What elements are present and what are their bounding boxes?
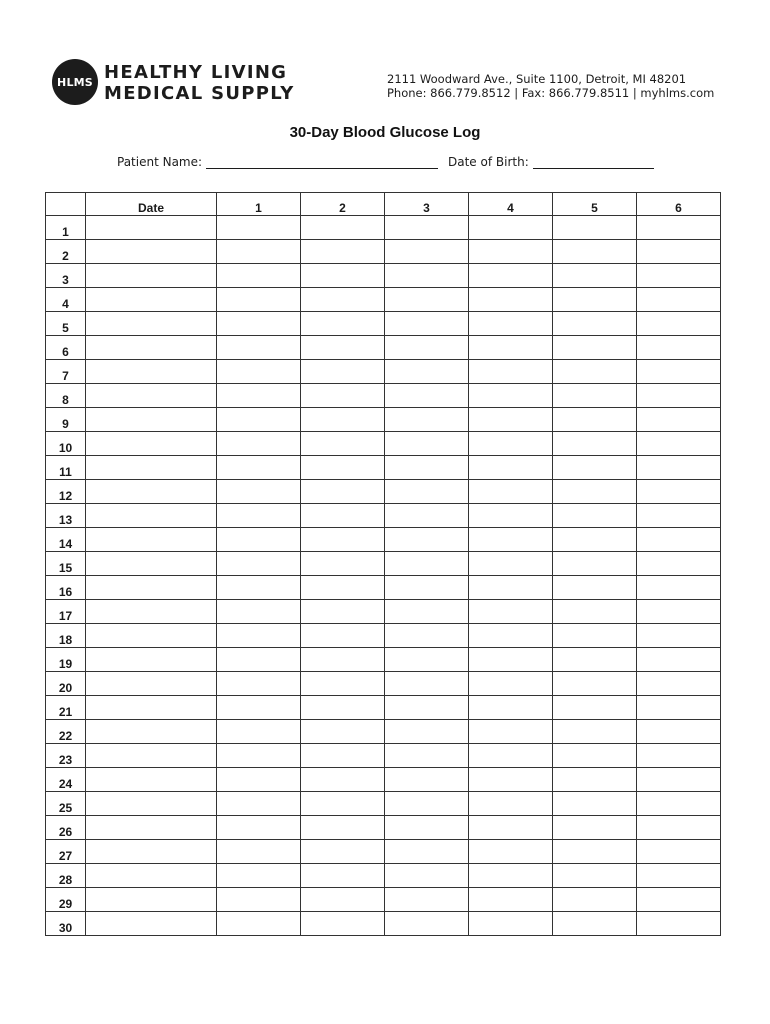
reading-cell[interactable] <box>637 504 721 528</box>
reading-cell[interactable] <box>301 408 385 432</box>
row-number: 16 <box>46 576 86 600</box>
reading-cell[interactable] <box>553 840 637 864</box>
reading-cell[interactable] <box>385 240 469 264</box>
reading-cell[interactable] <box>637 264 721 288</box>
reading-cell[interactable] <box>301 912 385 936</box>
table-body <box>46 216 721 936</box>
reading-cell[interactable] <box>553 888 637 912</box>
reading-cell[interactable] <box>217 336 301 360</box>
reading-cell[interactable] <box>469 264 553 288</box>
reading-cell[interactable] <box>637 624 721 648</box>
reading-cell[interactable] <box>553 576 637 600</box>
reading-cell[interactable] <box>301 528 385 552</box>
reading-cell[interactable] <box>301 720 385 744</box>
row-number: 17 <box>46 600 86 624</box>
date-cell[interactable] <box>86 240 217 264</box>
address-text: 2111 Woodward Ave., Suite 1100, Detroit, MI 48201 <box>387 72 687 86</box>
reading-cell[interactable] <box>217 912 301 936</box>
reading-cell[interactable] <box>301 312 385 336</box>
reading-cell[interactable] <box>385 792 469 816</box>
reading-cell[interactable] <box>553 384 637 408</box>
row-number: 15 <box>46 552 86 576</box>
date-cell[interactable] <box>86 720 217 744</box>
row-number: 7 <box>46 360 86 384</box>
reading-cell[interactable] <box>217 384 301 408</box>
table-row <box>46 216 721 240</box>
table-row <box>46 816 721 840</box>
date-cell[interactable] <box>86 888 217 912</box>
reading-cell[interactable] <box>217 768 301 792</box>
reading-cell[interactable] <box>385 360 469 384</box>
reading-cell[interactable] <box>553 336 637 360</box>
column-header: 4 <box>469 193 553 216</box>
reading-cell[interactable] <box>469 552 553 576</box>
page-title: 30-Day Blood Glucose Log <box>289 124 481 141</box>
reading-cell[interactable] <box>637 384 721 408</box>
reading-cell[interactable] <box>553 456 637 480</box>
table-row <box>46 288 721 312</box>
reading-cell[interactable] <box>217 888 301 912</box>
reading-cell[interactable] <box>637 696 721 720</box>
table-row <box>46 504 721 528</box>
date-cell[interactable] <box>86 504 217 528</box>
row-number: 5 <box>46 312 86 336</box>
reading-cell[interactable] <box>217 816 301 840</box>
table-row <box>46 624 721 648</box>
reading-cell[interactable] <box>217 360 301 384</box>
reading-cell[interactable] <box>637 744 721 768</box>
reading-cell[interactable] <box>385 528 469 552</box>
reading-cell[interactable] <box>637 552 721 576</box>
row-number: 6 <box>46 336 86 360</box>
reading-cell[interactable] <box>301 456 385 480</box>
reading-cell[interactable] <box>469 768 553 792</box>
reading-cell[interactable] <box>637 432 721 456</box>
reading-cell[interactable] <box>385 288 469 312</box>
row-number: 25 <box>46 792 86 816</box>
reading-cell[interactable] <box>553 600 637 624</box>
row-number: 27 <box>46 840 86 864</box>
reading-cell[interactable] <box>301 672 385 696</box>
reading-cell[interactable] <box>637 528 721 552</box>
table-row <box>46 576 721 600</box>
reading-cell[interactable] <box>301 624 385 648</box>
reading-cell[interactable] <box>217 720 301 744</box>
table-row <box>46 600 721 624</box>
reading-cell[interactable] <box>637 672 721 696</box>
table-row <box>46 240 721 264</box>
column-header: 5 <box>553 193 637 216</box>
reading-cell[interactable] <box>553 528 637 552</box>
reading-cell[interactable] <box>217 552 301 576</box>
reading-cell[interactable] <box>469 288 553 312</box>
reading-cell[interactable] <box>469 600 553 624</box>
contact-info <box>387 72 714 100</box>
reading-cell[interactable] <box>469 576 553 600</box>
column-header: Date <box>86 193 217 216</box>
reading-cell[interactable] <box>385 456 469 480</box>
reading-cell[interactable] <box>301 600 385 624</box>
row-number: 26 <box>46 816 86 840</box>
reading-cell[interactable] <box>301 552 385 576</box>
reading-cell[interactable] <box>385 576 469 600</box>
table-row <box>46 552 721 576</box>
table-row <box>46 744 721 768</box>
company-name <box>104 62 295 104</box>
reading-cell[interactable] <box>553 480 637 504</box>
reading-cell[interactable] <box>469 792 553 816</box>
reading-cell[interactable] <box>301 240 385 264</box>
date-cell[interactable] <box>86 480 217 504</box>
reading-cell[interactable] <box>217 504 301 528</box>
row-number: 18 <box>46 624 86 648</box>
reading-cell[interactable] <box>301 216 385 240</box>
date-cell[interactable] <box>86 600 217 624</box>
reading-cell[interactable] <box>469 504 553 528</box>
date-cell[interactable] <box>86 576 217 600</box>
row-number: 4 <box>46 288 86 312</box>
reading-cell[interactable] <box>637 576 721 600</box>
column-header: 3 <box>385 193 469 216</box>
row-number: 22 <box>46 720 86 744</box>
reading-cell[interactable] <box>217 576 301 600</box>
patient-name-label: Patient Name: <box>117 155 203 169</box>
reading-cell[interactable] <box>301 792 385 816</box>
table-header-row <box>46 193 721 216</box>
date-cell[interactable] <box>86 288 217 312</box>
reading-cell[interactable] <box>469 720 553 744</box>
table-row <box>46 840 721 864</box>
reading-cell[interactable] <box>217 312 301 336</box>
reading-cell[interactable] <box>469 384 553 408</box>
reading-cell[interactable] <box>217 864 301 888</box>
table-row <box>46 720 721 744</box>
reading-cell[interactable] <box>553 792 637 816</box>
reading-cell[interactable] <box>217 840 301 864</box>
reading-cell[interactable] <box>217 288 301 312</box>
table-row <box>46 768 721 792</box>
table-row <box>46 456 721 480</box>
table-row <box>46 336 721 360</box>
date-cell[interactable] <box>86 264 217 288</box>
reading-cell[interactable] <box>469 864 553 888</box>
row-number: 9 <box>46 408 86 432</box>
reading-cell[interactable] <box>553 264 637 288</box>
reading-cell[interactable] <box>301 648 385 672</box>
table-row <box>46 888 721 912</box>
reading-cell[interactable] <box>301 576 385 600</box>
reading-cell[interactable] <box>553 744 637 768</box>
row-number: 21 <box>46 696 86 720</box>
logo-initials: HLMS <box>57 75 93 89</box>
date-cell[interactable] <box>86 336 217 360</box>
table-row <box>46 384 721 408</box>
date-cell[interactable] <box>86 432 217 456</box>
date-cell[interactable] <box>86 312 217 336</box>
reading-cell[interactable] <box>637 408 721 432</box>
reading-cell[interactable] <box>553 408 637 432</box>
table-row <box>46 312 721 336</box>
reading-cell[interactable] <box>385 720 469 744</box>
reading-cell[interactable] <box>469 672 553 696</box>
reading-cell[interactable] <box>469 216 553 240</box>
reading-cell[interactable] <box>553 216 637 240</box>
reading-cell[interactable] <box>469 432 553 456</box>
reading-cell[interactable] <box>469 696 553 720</box>
reading-cell[interactable] <box>385 264 469 288</box>
reading-cell[interactable] <box>553 240 637 264</box>
reading-cell[interactable] <box>469 648 553 672</box>
reading-cell[interactable] <box>301 744 385 768</box>
patient-name-input-line[interactable] <box>206 155 438 169</box>
reading-cell[interactable] <box>385 552 469 576</box>
reading-cell[interactable] <box>469 816 553 840</box>
company-logo <box>52 59 98 105</box>
reading-cell[interactable] <box>637 648 721 672</box>
date-cell[interactable] <box>86 528 217 552</box>
date-cell[interactable] <box>86 360 217 384</box>
reading-cell[interactable] <box>217 480 301 504</box>
reading-cell[interactable] <box>385 408 469 432</box>
reading-cell[interactable] <box>385 888 469 912</box>
reading-cell[interactable] <box>553 912 637 936</box>
reading-cell[interactable] <box>217 264 301 288</box>
reading-cell[interactable] <box>553 720 637 744</box>
reading-cell[interactable] <box>217 408 301 432</box>
reading-cell[interactable] <box>469 312 553 336</box>
reading-cell[interactable] <box>553 360 637 384</box>
row-number: 23 <box>46 744 86 768</box>
patient-name-field <box>117 155 438 169</box>
reading-cell[interactable] <box>469 480 553 504</box>
date-cell[interactable] <box>86 792 217 816</box>
table-row <box>46 648 721 672</box>
reading-cell[interactable] <box>553 864 637 888</box>
reading-cell[interactable] <box>469 360 553 384</box>
reading-cell[interactable] <box>469 624 553 648</box>
reading-cell[interactable] <box>637 912 721 936</box>
reading-cell[interactable] <box>301 768 385 792</box>
reading-cell[interactable] <box>469 840 553 864</box>
table-row <box>46 792 721 816</box>
reading-cell[interactable] <box>385 384 469 408</box>
reading-cell[interactable] <box>217 240 301 264</box>
reading-cell[interactable] <box>385 504 469 528</box>
reading-cell[interactable] <box>637 456 721 480</box>
reading-cell[interactable] <box>637 216 721 240</box>
date-cell[interactable] <box>86 408 217 432</box>
reading-cell[interactable] <box>637 720 721 744</box>
date-cell[interactable] <box>86 456 217 480</box>
reading-cell[interactable] <box>553 816 637 840</box>
reading-cell[interactable] <box>637 816 721 840</box>
table-row <box>46 264 721 288</box>
row-number: 28 <box>46 864 86 888</box>
reading-cell[interactable] <box>301 864 385 888</box>
date-cell[interactable] <box>86 912 217 936</box>
table-row <box>46 360 721 384</box>
row-number: 1 <box>46 216 86 240</box>
reading-cell[interactable] <box>553 288 637 312</box>
reading-cell[interactable] <box>301 288 385 312</box>
date-cell[interactable] <box>86 648 217 672</box>
reading-cell[interactable] <box>301 336 385 360</box>
date-of-birth-label: Date of Birth: <box>448 155 529 169</box>
reading-cell[interactable] <box>385 336 469 360</box>
table-row <box>46 528 721 552</box>
reading-cell[interactable] <box>469 744 553 768</box>
reading-cell[interactable] <box>301 264 385 288</box>
reading-cell[interactable] <box>217 600 301 624</box>
reading-cell[interactable] <box>637 768 721 792</box>
reading-cell[interactable] <box>385 672 469 696</box>
reading-cell[interactable] <box>553 432 637 456</box>
reading-cell[interactable] <box>217 792 301 816</box>
reading-cell[interactable] <box>469 528 553 552</box>
company-name-line2: MEDICAL SUPPLY <box>104 83 295 104</box>
reading-cell[interactable] <box>637 360 721 384</box>
reading-cell[interactable] <box>637 240 721 264</box>
reading-cell[interactable] <box>553 696 637 720</box>
reading-cell[interactable] <box>469 912 553 936</box>
date-of-birth-field <box>448 155 654 169</box>
row-number: 19 <box>46 648 86 672</box>
reading-cell[interactable] <box>385 840 469 864</box>
reading-cell[interactable] <box>469 336 553 360</box>
table-row <box>46 672 721 696</box>
reading-cell[interactable] <box>553 552 637 576</box>
row-number: 20 <box>46 672 86 696</box>
row-number-header <box>46 193 86 216</box>
glucose-log-table <box>45 192 721 936</box>
table-row <box>46 864 721 888</box>
date-cell[interactable] <box>86 624 217 648</box>
date-cell[interactable] <box>86 744 217 768</box>
reading-cell[interactable] <box>301 384 385 408</box>
table-row <box>46 696 721 720</box>
reading-cell[interactable] <box>637 288 721 312</box>
reading-cell[interactable] <box>301 696 385 720</box>
row-number: 14 <box>46 528 86 552</box>
date-cell[interactable] <box>86 864 217 888</box>
reading-cell[interactable] <box>637 480 721 504</box>
reading-cell[interactable] <box>217 456 301 480</box>
reading-cell[interactable] <box>301 504 385 528</box>
reading-cell[interactable] <box>385 912 469 936</box>
contact-text: Phone: 866.779.8512 | Fax: 866.779.8511 | myhlms.com <box>387 86 715 100</box>
date-cell[interactable] <box>86 216 217 240</box>
reading-cell[interactable] <box>301 840 385 864</box>
table-row <box>46 408 721 432</box>
row-number: 13 <box>46 504 86 528</box>
reading-cell[interactable] <box>469 408 553 432</box>
reading-cell[interactable] <box>553 504 637 528</box>
row-number: 24 <box>46 768 86 792</box>
date-cell[interactable] <box>86 672 217 696</box>
column-header: 2 <box>301 193 385 216</box>
reading-cell[interactable] <box>385 600 469 624</box>
reading-cell[interactable] <box>469 240 553 264</box>
reading-cell[interactable] <box>385 744 469 768</box>
reading-cell[interactable] <box>637 888 721 912</box>
reading-cell[interactable] <box>217 624 301 648</box>
row-number: 10 <box>46 432 86 456</box>
column-header: 6 <box>637 193 721 216</box>
reading-cell[interactable] <box>301 480 385 504</box>
reading-cell[interactable] <box>217 528 301 552</box>
row-number: 29 <box>46 888 86 912</box>
row-number: 12 <box>46 480 86 504</box>
reading-cell[interactable] <box>301 432 385 456</box>
date-cell[interactable] <box>86 552 217 576</box>
reading-cell[interactable] <box>385 480 469 504</box>
reading-cell[interactable] <box>385 432 469 456</box>
table-row <box>46 480 721 504</box>
date-cell[interactable] <box>86 696 217 720</box>
reading-cell[interactable] <box>385 864 469 888</box>
date-cell[interactable] <box>86 384 217 408</box>
reading-cell[interactable] <box>637 312 721 336</box>
row-number: 3 <box>46 264 86 288</box>
reading-cell[interactable] <box>553 312 637 336</box>
reading-cell[interactable] <box>385 816 469 840</box>
date-cell[interactable] <box>86 840 217 864</box>
reading-cell[interactable] <box>301 816 385 840</box>
reading-cell[interactable] <box>553 648 637 672</box>
reading-cell[interactable] <box>217 696 301 720</box>
reading-cell[interactable] <box>553 672 637 696</box>
row-number: 30 <box>46 912 86 936</box>
date-cell[interactable] <box>86 768 217 792</box>
reading-cell[interactable] <box>553 768 637 792</box>
row-number: 2 <box>46 240 86 264</box>
reading-cell[interactable] <box>637 840 721 864</box>
reading-cell[interactable] <box>385 624 469 648</box>
reading-cell[interactable] <box>217 432 301 456</box>
reading-cell[interactable] <box>385 312 469 336</box>
date-cell[interactable] <box>86 816 217 840</box>
column-header: 1 <box>217 193 301 216</box>
row-number: 11 <box>46 456 86 480</box>
reading-cell[interactable] <box>385 216 469 240</box>
reading-cell[interactable] <box>217 744 301 768</box>
table-row <box>46 912 721 936</box>
reading-cell[interactable] <box>301 360 385 384</box>
reading-cell[interactable] <box>217 648 301 672</box>
reading-cell[interactable] <box>637 864 721 888</box>
reading-cell[interactable] <box>217 672 301 696</box>
reading-cell[interactable] <box>385 696 469 720</box>
reading-cell[interactable] <box>217 216 301 240</box>
reading-cell[interactable] <box>301 888 385 912</box>
reading-cell[interactable] <box>385 648 469 672</box>
reading-cell[interactable] <box>385 768 469 792</box>
reading-cell[interactable] <box>553 624 637 648</box>
row-number: 8 <box>46 384 86 408</box>
reading-cell[interactable] <box>469 888 553 912</box>
table-row <box>46 432 721 456</box>
reading-cell[interactable] <box>469 456 553 480</box>
reading-cell[interactable] <box>637 336 721 360</box>
reading-cell[interactable] <box>637 600 721 624</box>
date-of-birth-input-line[interactable] <box>533 155 654 169</box>
company-name-line1: HEALTHY LIVING <box>104 62 288 83</box>
reading-cell[interactable] <box>637 792 721 816</box>
